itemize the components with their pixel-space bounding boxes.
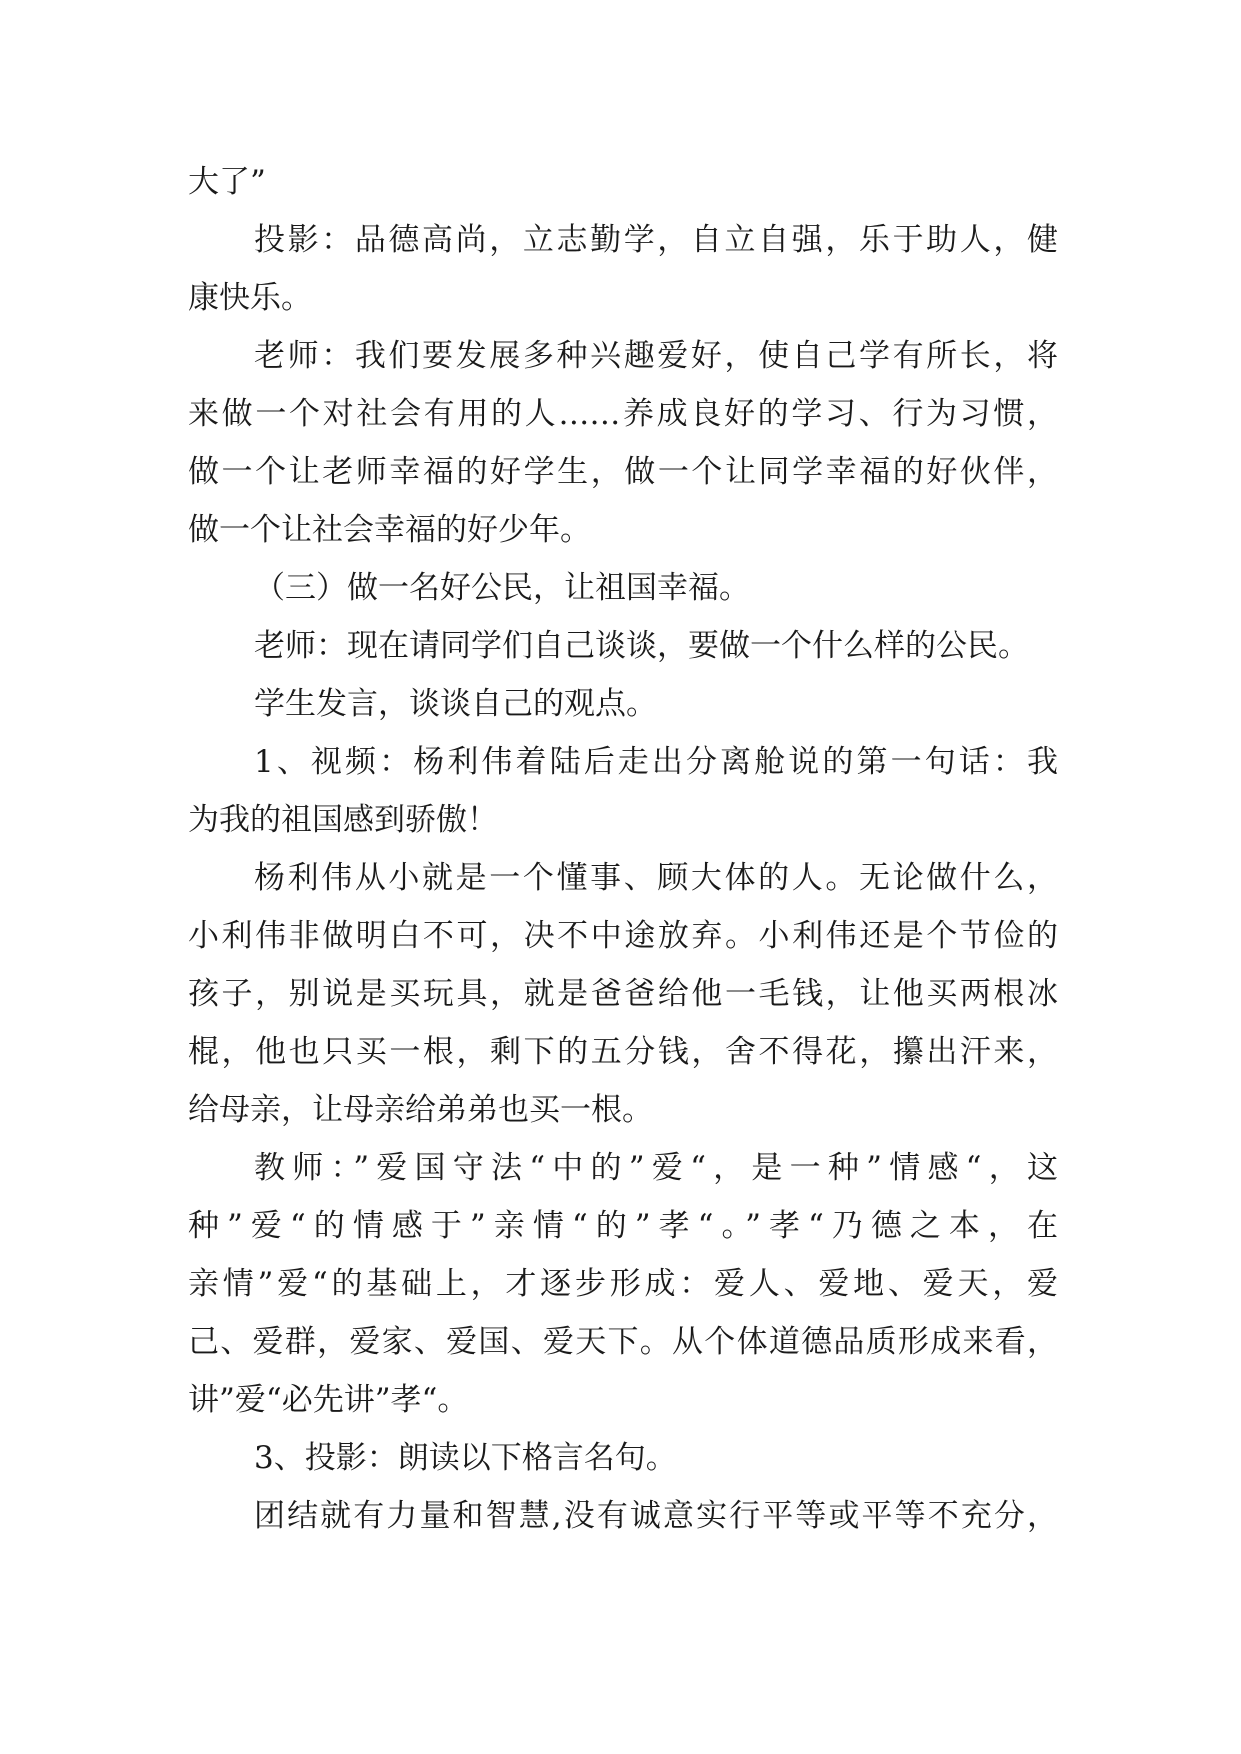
text-line: 做一个让老师幸福的好学生，做一个让同学幸福的好伙伴， bbox=[188, 454, 1058, 490]
text-line: 3、投影：朗读以下格言名句。 bbox=[254, 1440, 677, 1476]
text-line: 讲”爱“必先讲”孝“。 bbox=[188, 1382, 469, 1418]
text-line: 1、视频：杨利伟着陆后走出分离舱说的第一句话：我 bbox=[254, 744, 1058, 780]
section-heading: （三）做一名好公民，让祖国幸福。 bbox=[254, 570, 750, 606]
text-line: 做一个让社会幸福的好少年。 bbox=[188, 512, 591, 548]
text-line: 棍，他也只买一根，剩下的五分钱，舍不得花，攥出汗来， bbox=[188, 1034, 1058, 1070]
text-line: 来做一个对社会有用的人……养成良好的学习、行为习惯， bbox=[188, 396, 1058, 432]
text-line: 教师：”爱国守法“中的”爱“，是一种”情感“，这 bbox=[254, 1150, 1058, 1186]
document-body bbox=[188, 153, 1058, 1545]
text-line: 团结就有力量和智慧,没有诚意实行平等或平等不充分， bbox=[254, 1498, 1058, 1534]
text-line: 学生发言，谈谈自己的观点。 bbox=[254, 686, 657, 722]
text-line: 投影：品德高尚，立志勤学，自立自强，乐于助人，健 bbox=[254, 222, 1058, 258]
text-line: 给母亲，让母亲给弟弟也买一根。 bbox=[188, 1092, 653, 1128]
text-line: 杨利伟从小就是一个懂事、顾大体的人。无论做什么， bbox=[254, 860, 1058, 896]
text-line: 大了” bbox=[188, 164, 266, 200]
text-line: 康快乐。 bbox=[188, 280, 312, 316]
text-line: 己、爱群，爱家、爱国、爱天下。从个体道德品质形成来看， bbox=[188, 1324, 1058, 1360]
text-line: 孩子，别说是买玩具，就是爸爸给他一毛钱，让他买两根冰 bbox=[188, 976, 1058, 1012]
text-line: 种”爱“的情感于”亲情“的”孝“。”孝“乃德之本，在 bbox=[188, 1208, 1058, 1244]
text-line: 亲情”爱“的基础上，才逐步形成：爱人、爱地、爱天，爱 bbox=[188, 1266, 1058, 1302]
text-line: 为我的祖国感到骄傲！ bbox=[188, 802, 498, 838]
text-line: 小利伟非做明白不可，决不中途放弃。小利伟还是个节俭的 bbox=[188, 918, 1058, 954]
text-line: 老师：现在请同学们自己谈谈，要做一个什么样的公民。 bbox=[254, 628, 1029, 664]
text-line: 老师：我们要发展多种兴趣爱好，使自己学有所长，将 bbox=[254, 338, 1058, 374]
